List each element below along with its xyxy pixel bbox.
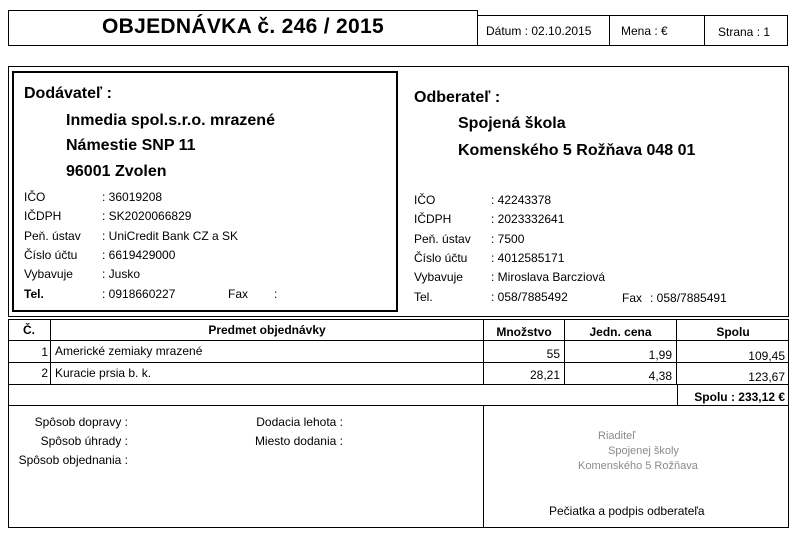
customer-value: : Miroslava Barcziová	[491, 270, 606, 284]
delivery-time-label: Dodacia lehota :	[256, 415, 343, 429]
date-field: Dátum : 02.10.2015	[486, 24, 592, 38]
col-header-price: Jedn. cena	[589, 325, 652, 339]
supplier-label: Číslo účtu	[24, 248, 78, 262]
supplier-value: : SK2020066829	[102, 209, 192, 223]
supplier-label: Peň. ústav	[24, 229, 81, 243]
document-title: OBJEDNÁVKA č. 246 / 2015	[102, 15, 384, 38]
customer-label: Vybavuje	[414, 270, 463, 284]
delivery-place-label: Miesto dodania :	[254, 434, 343, 448]
supplier-label: IČO	[24, 190, 46, 204]
customer-value: : 2023332641	[491, 212, 565, 226]
table-row-qty: 28,21	[529, 368, 560, 382]
table-row-no: 2	[41, 366, 48, 380]
stamp-line: Spojenej školy	[608, 445, 679, 457]
table-row-total: 109,45	[748, 349, 785, 363]
customer-label: Číslo účtu	[414, 251, 468, 265]
supplier-label: Tel.	[24, 287, 44, 301]
customer-label: IČO	[414, 193, 436, 207]
customer-label: Peň. ústav	[414, 232, 471, 246]
signature-label: Pečiatka a podpis odberateľa	[549, 504, 705, 518]
col-header-total: Spolu	[716, 325, 750, 339]
customer-label: Tel.	[414, 290, 433, 304]
supplier-value: : 6619429000	[102, 248, 176, 262]
col-header-item: Predmet objednávky	[208, 323, 326, 337]
supplier-heading: Dodávateľ :	[24, 85, 112, 102]
table-header-rule	[8, 340, 789, 341]
supplier-value: : 0918660227	[102, 287, 176, 301]
order-method-label: Spôsob objednania :	[18, 453, 128, 467]
customer-value: : 058/7885492	[491, 290, 568, 304]
customer-value: : 7500	[491, 232, 525, 246]
table-row-no: 1	[41, 345, 48, 359]
transport-label: Spôsob dopravy :	[34, 415, 128, 429]
currency-field: Mena : €	[621, 24, 668, 38]
table-row-rule	[8, 362, 789, 363]
customer-value: : 4012585171	[491, 251, 565, 265]
stamp-line: Komenského 5 Rožňava	[578, 460, 698, 472]
customer-value: : 42243378	[491, 193, 552, 207]
supplier-name: Inmedia spol.s.r.o. mrazené	[66, 112, 275, 129]
customer-heading: Odberateľ :	[414, 89, 501, 106]
table-row-item: Kuracie prsia b. k.	[55, 366, 152, 380]
customer-name: Spojená škola	[458, 115, 566, 132]
customer-label: IČDPH	[414, 212, 452, 226]
customer-address: Komenského 5 Rožňava 048 01	[458, 142, 696, 159]
supplier-fax-label: Fax	[228, 287, 249, 301]
supplier-street: Námestie SNP 11	[66, 137, 196, 154]
table-row-price: 4,38	[648, 369, 672, 383]
col-header-no: Č.	[23, 323, 35, 337]
supplier-label: IČDPH	[24, 209, 62, 223]
customer-fax-label: Fax	[622, 291, 643, 305]
payment-label: Spôsob úhrady :	[40, 434, 128, 448]
supplier-fax-value: :	[274, 287, 278, 301]
table-row-total: 123,67	[748, 370, 785, 384]
grand-total: Spolu : 233,12 €	[694, 390, 785, 404]
table-row-item: Americké zemiaky mrazené	[55, 344, 203, 358]
table-row-qty: 55	[546, 347, 560, 361]
table-row-price: 1,99	[648, 348, 672, 362]
supplier-value: : 36019208	[102, 190, 163, 204]
page-field: Strana : 1	[718, 25, 771, 39]
customer-fax-value: : 058/7885491	[650, 291, 727, 305]
supplier-city: 96001 Zvolen	[66, 163, 167, 180]
supplier-value: : Jusko	[102, 267, 141, 281]
footer-divider	[483, 405, 484, 528]
col-header-qty: Množstvo	[496, 325, 552, 339]
supplier-value: : UniCredit Bank CZ a SK	[102, 229, 239, 243]
stamp-line: Riaditeľ	[598, 430, 636, 442]
supplier-label: Vybavuje	[24, 267, 73, 281]
